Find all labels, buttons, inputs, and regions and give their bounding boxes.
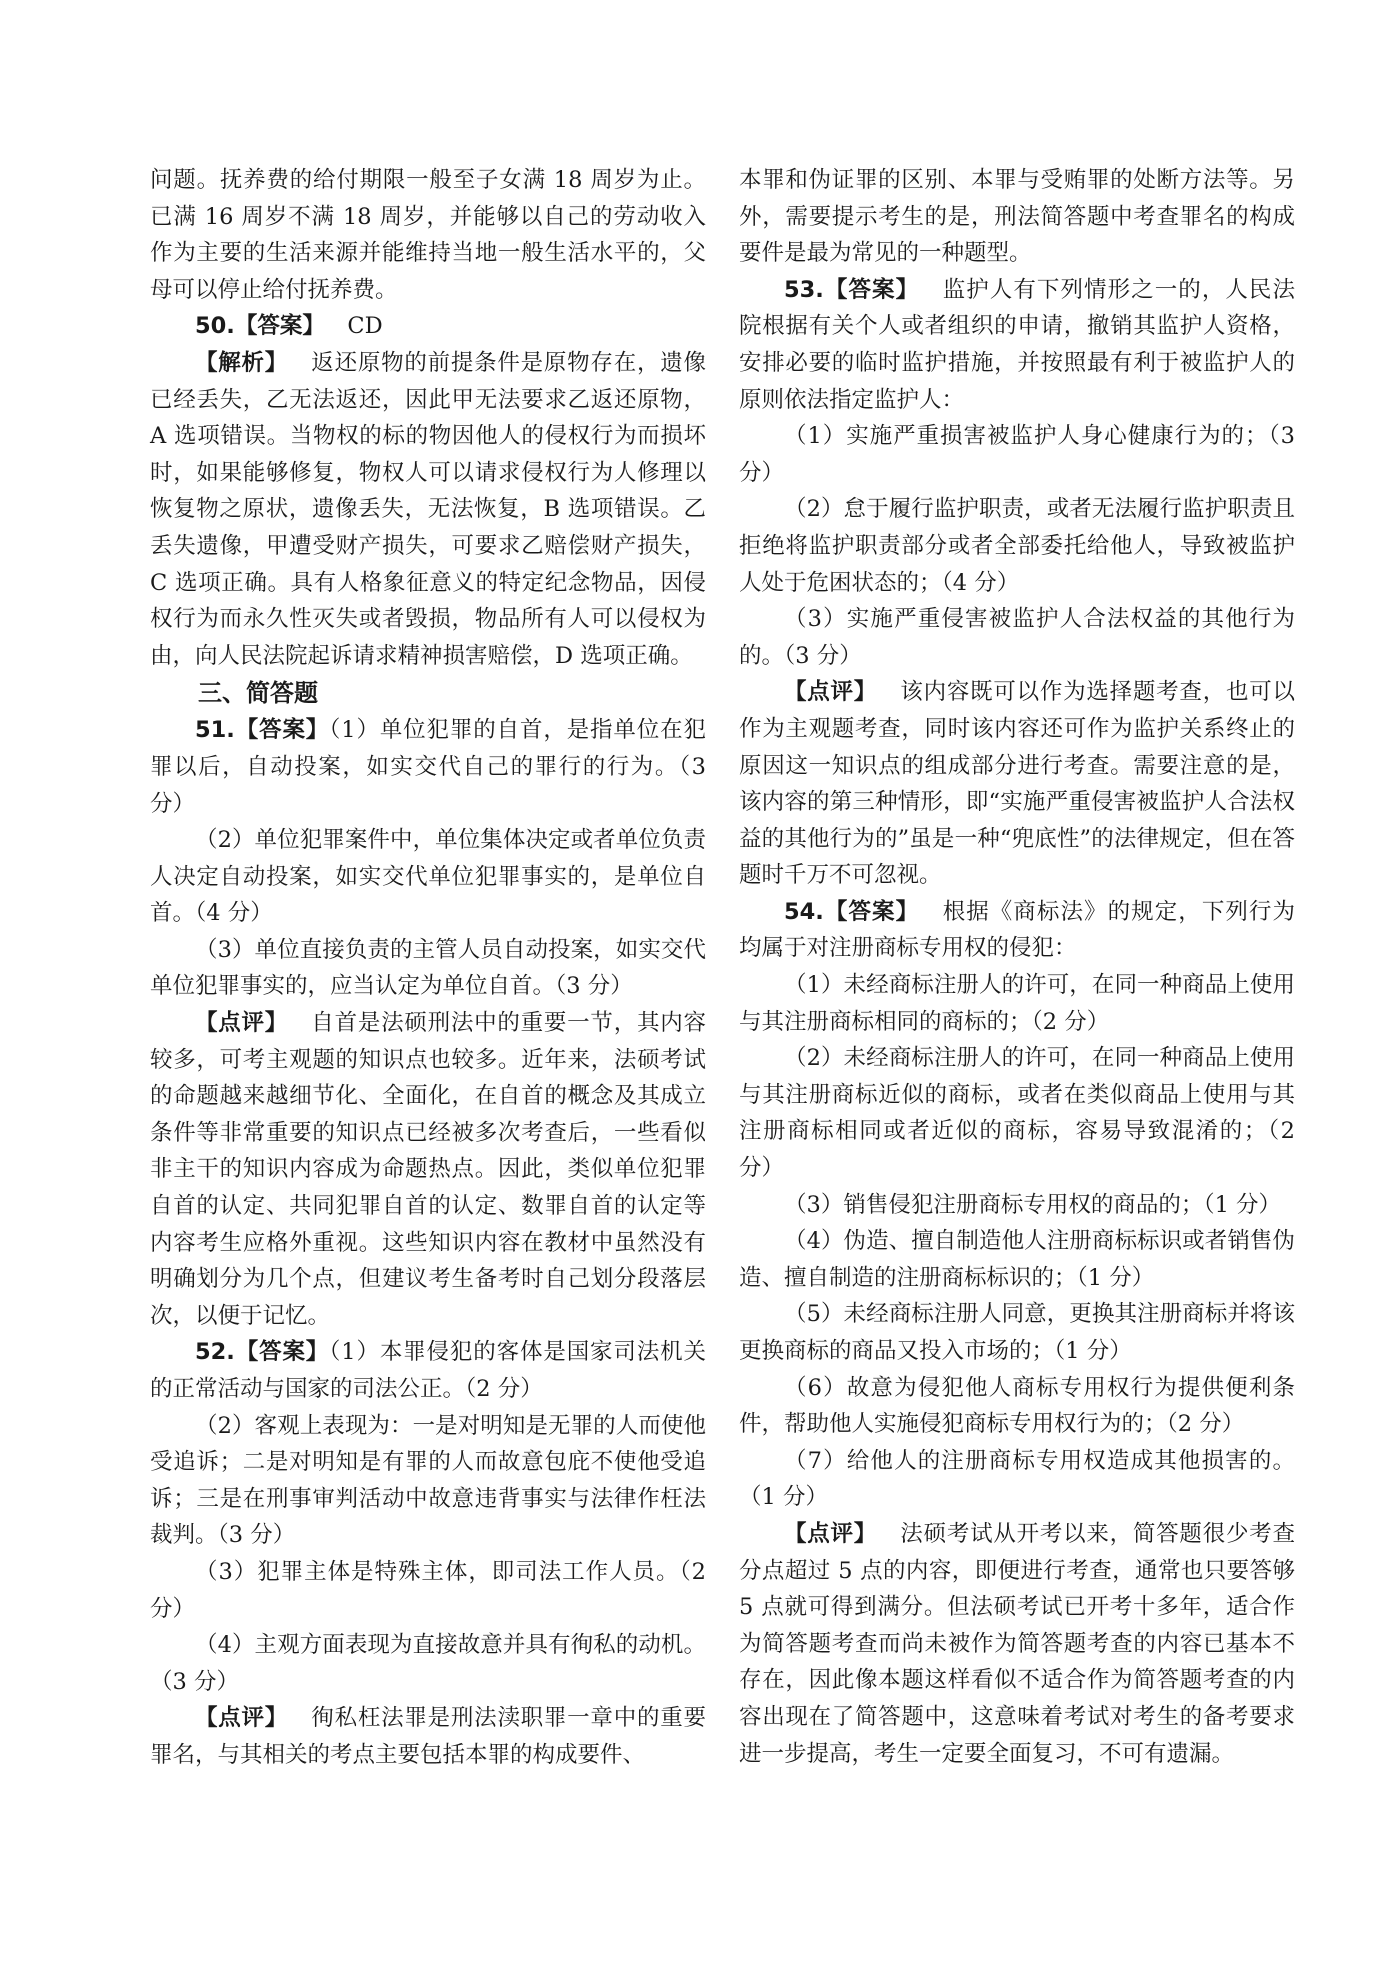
q53-item: （3）实施严重侵害被监护人合法权益的其他行为的。（3 分） xyxy=(739,606,1295,669)
answer-text: （1）单位犯罪的自首，是指单位在犯罪以后，自动投案，如实交代自己的罪行的行为。（3 分） xyxy=(150,717,706,817)
answer-text: 监护人有下列情形之一的，人民法院根据有关个人或者组织的申请，撤销其监护人资格，安排必要的临时监护措施，并按照最有利于被监护人的原则依法指定监护人： xyxy=(739,276,1295,413)
comment-text: 该内容既可以作为选择题考查，也可以作为主观题考查，同时该内容还可作为监护关系终止的原因这一知识点的组成部分进行考查。需要注意的是，该内容的第三种情形，即“实施严重侵害被监护人合法权益的其他行为的”虽是一种“兜底性”的法律规定，但在答题时千万不可忽视。 xyxy=(739,679,1295,889)
q54-item: （4）伪造、擅自制造他人注册商标标识或者销售伪造、擅自制造的注册商标标识的；（1 分） xyxy=(739,1228,1295,1291)
answer-label: 50.【答案】 xyxy=(195,313,325,340)
left-column xyxy=(150,162,706,1774)
q52-item: （3）犯罪主体是特殊主体，即司法工作人员。（2 分） xyxy=(150,1558,706,1622)
q53-comment xyxy=(739,674,1295,894)
q53-item: （1）实施严重损害被监护人身心健康行为的；（3 分） xyxy=(739,423,1295,486)
section-heading: 三、简答题 xyxy=(198,679,318,708)
comment-text: 徇私枉法罪是刑法渎职罪一章中的重要罪名，与其相关的考点主要包括本罪的构成要件、 xyxy=(150,1705,706,1768)
comment-label: 【点评】 xyxy=(195,1010,289,1037)
comment-text: 法硕考试从开考以来，简答题很少考查分点超过 5 点的内容，即便进行考查，通常也只要答够 5 点就可得到满分。但法硕考试已开考十多年，适合作为简答题考查而尚未被作为简答题考查的内容已基本不存在，因此像本题这样看似不适合作为简答题考查的内容出现在了简答题中，这意味着考试对考生的备考要求进一步提高，考生一定要全面复习，不可有遗漏。 xyxy=(739,1520,1295,1767)
q50-analysis xyxy=(150,345,706,674)
comment-label: 【点评】 xyxy=(784,1520,878,1547)
q52-answer xyxy=(150,1334,706,1407)
answer-label: 51.【答案】 xyxy=(195,717,330,744)
q52-comment-continued: 本罪和伪证罪的区别、本罪与受贿罪的处断方法等。另外，需要提示考生的是，刑法简答题中考查罪名的构成要件是最为常见的一种题型。 xyxy=(739,167,1295,267)
analysis-label: 【解析】 xyxy=(195,349,289,376)
q51-item: （3）单位直接负责的主管人员自动投案，如实交代单位犯罪事实的，应当认定为单位自首。（3 分） xyxy=(150,936,706,1000)
continued-paragraph: 问题。抚养费的给付期限一般至子女满 18 周岁为止。已满 16 周岁不满 18 周岁，并能够以自己的劳动收入作为主要的生活来源并能维持当地一般生活水平的，父母可以停止给付抚养费。 xyxy=(150,167,706,303)
q54-answer xyxy=(739,894,1295,967)
q54-comment xyxy=(739,1516,1295,1772)
q53-item: （2）怠于履行监护职责，或者无法履行监护职责且拒绝将监护职责部分或者全部委托给他人，导致被监护人处于危困状态的；（4 分） xyxy=(739,496,1295,596)
answer-label: 54.【答案】 xyxy=(784,898,920,925)
q52-comment xyxy=(150,1700,706,1773)
q54-item: （2）未经商标注册人的许可，在同一种商品上使用与其注册商标近似的商标，或者在类似商品上使用与其注册商标相同或者近似的商标，容易导致混淆的；（2 分） xyxy=(739,1045,1295,1182)
comment-label: 【点评】 xyxy=(195,1705,289,1732)
answer-label: 53.【答案】 xyxy=(784,276,920,303)
analysis-text: 返还原物的前提条件是原物存在，遗像已经丢失，乙无法返还，因此甲无法要求乙返还原物，A 选项错误。当物权的标的物因他人的侵权行为而损坏时，如果能够修复，物权人可以请求侵权行为人修理以恢复物之原状，遗像丢失，无法恢复，B 选项错误。乙丢失遗像，甲遭受财产损失，可要求乙赔偿财产损失，C 选项正确。具有人格象征意义的特定纪念物品，因侵权行为而永久性灭失或者毁损，物品所有人可以侵权为由，向人民法院起诉请求精神损害赔偿，D 选项正确。 xyxy=(150,349,706,669)
q52-item: （4）主观方面表现为直接故意并具有徇私的动机。（3 分） xyxy=(150,1632,706,1695)
q54-item: （6）故意为侵犯他人商标专用权行为提供便利条件，帮助他人实施侵犯商标专用权行为的；（2 分） xyxy=(739,1374,1295,1438)
q51-item: （2）单位犯罪案件中，单位集体决定或者单位负责人决定自动投案，如实交代单位犯罪事实的，是单位自首。（4 分） xyxy=(150,827,706,927)
comment-text: 自首是法硕刑法中的重要一节，其内容较多，可考主观题的知识点也较多。近年来，法硕考试的命题越来越细节化、全面化，在自首的概念及其成立条件等非常重要的知识点已经被多次考查后，一些看似非主干的知识内容成为命题热点。因此，类似单位犯罪自首的认定、共同犯罪自首的认定、数罪自首的认定等内容考生应格外重视。这些知识内容在教材中虽然没有明确划分为几个点，但建议考生备考时自己划分段落层次，以便于记忆。 xyxy=(150,1010,706,1329)
q54-item: （5）未经商标注册人同意，更换其注册商标并将该更换商标的商品又投入市场的；（1 分） xyxy=(739,1301,1295,1364)
right-column xyxy=(739,162,1295,1772)
comment-label: 【点评】 xyxy=(784,679,878,706)
answer-text: （1）本罪侵犯的客体是国家司法机关的正常活动与国家的司法公正。（2 分） xyxy=(150,1339,706,1402)
answer-label: 52.【答案】 xyxy=(195,1339,330,1366)
q51-comment xyxy=(150,1005,706,1334)
answer-text: 根据《商标法》的规定，下列行为均属于对注册商标专用权的侵犯： xyxy=(739,898,1295,962)
q54-item: （7）给他人的注册商标专用权造成其他损害的。（1 分） xyxy=(739,1447,1295,1511)
q54-item: （3）销售侵犯注册商标专用权的商品的；（1 分） xyxy=(784,1191,1282,1218)
q54-item: （1）未经商标注册人的许可，在同一种商品上使用与其注册商标相同的商标的；（2 分） xyxy=(739,972,1295,1035)
q52-item: （2）客观上表现为：一是对明知是无罪的人而使他受追诉；二是对明知是有罪的人而故意包庇不使他受追诉；三是在刑事审判活动中故意违背事实与法律作枉法裁判。（3 分） xyxy=(150,1412,706,1549)
q51-answer xyxy=(150,712,706,822)
q50-answer xyxy=(150,308,706,345)
q53-answer xyxy=(739,272,1295,418)
answer-text: CD xyxy=(347,313,383,340)
